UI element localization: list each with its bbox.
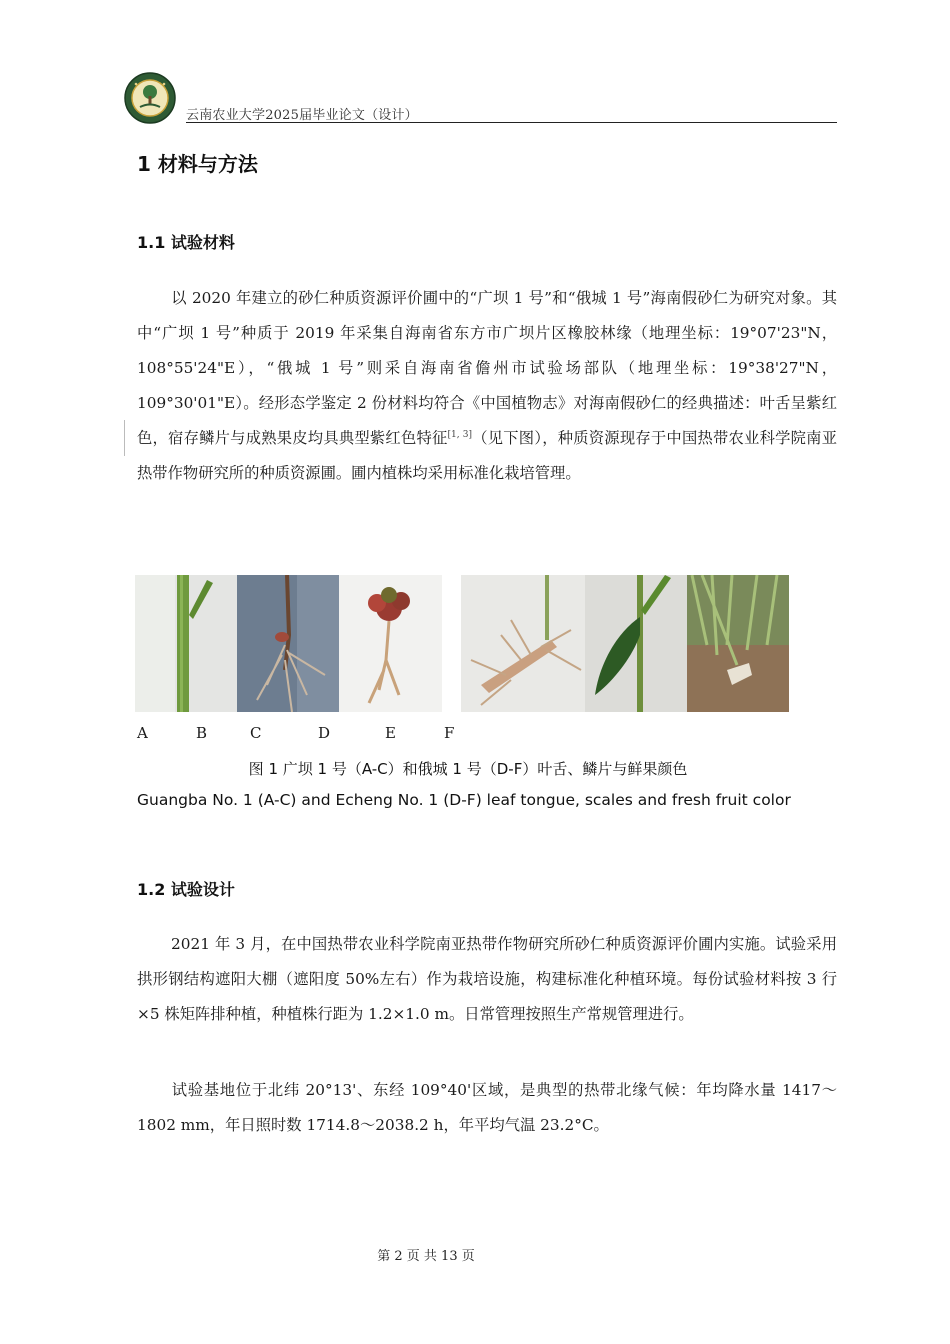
photo-f xyxy=(687,575,789,712)
photo-b xyxy=(237,575,339,712)
photo-label-b: B xyxy=(196,724,208,742)
photo-c xyxy=(339,575,442,712)
design-paragraph-2 xyxy=(137,1073,837,1143)
materials-text-cont: （见下图），种质资源现存于中国热带农业科学院南亚热带作物研究所的种质资源圃。圃内植株均采用标准化栽培管理。 xyxy=(137,429,837,482)
photo-label-f: F xyxy=(444,724,455,742)
figure-caption-en: Guangba No. 1 (A-C) and Echeng No. 1 (D-F) leaf tongue, scales and fresh fruit color xyxy=(137,791,791,809)
design-paragraph-1 xyxy=(137,927,837,1032)
photo-label-a: A xyxy=(137,724,148,742)
photo-a xyxy=(135,575,237,712)
figure-caption-cn: 图 1 广坝 1 号（A-C）和俄城 1 号（D-F）叶舌、鳞片与鲜果颜色 xyxy=(248,760,688,778)
photo-label-d: D xyxy=(318,724,331,742)
header-title: 云南农业大学2025届毕业论文（设计） xyxy=(186,108,418,123)
design-text-2: 试验基地位于北纬 20°13'、东经 109°40'区域，是典型的热带北缘气候：年均降水量 1417～1802 mm，年日照时数 1714.8～2038.2 h，年平均气温 23.2°C。 xyxy=(137,1081,837,1134)
citation-ref: [1, 3] xyxy=(447,429,472,440)
photo-label-e: E xyxy=(385,724,396,742)
section-heading-1-2: 1.2 试验设计 xyxy=(137,880,235,899)
photo-d xyxy=(461,575,585,712)
design-text-1: 2021 年 3 月，在中国热带农业科学院南亚热带作物研究所砂仁种质资源评价圃内实施。试验采用拱形钢结构遮阳大棚（遮阳度 50%左右）作为栽培设施，构建标准化种植环境。每份试验材料按 3 行×5 株矩阵排种植，种植株行距为 1.2×1.0 m。日常管理按照生产常规管理进行。 xyxy=(137,935,837,1023)
header-rule xyxy=(186,122,837,123)
margin-mark xyxy=(124,420,125,456)
materials-paragraph xyxy=(137,281,837,491)
section-heading-1: 1 材料与方法 xyxy=(137,152,258,176)
page-number: 第 2 页 共 13 页 xyxy=(377,1249,475,1264)
materials-text: 以 2020 年建立的砂仁种质资源评价圃中的“广坝 1 号”和“俄城 1 号”海南假砂仁为研究对象。其中“广坝 1 号”种质于 2019 年采集自海南省东方市广坝片区橡胶林缘（地理坐标：19°07'23"N，108°55'24"E），“俄城 1 号”则采自海南省儋州市试验场部队（地理坐标：19°38'27"N，109°30'01"E）。经形态学鉴定 2 份材料均符合《中国植物志》对海南假砂仁的经典描述：叶舌呈紫红色，宿存鳞片与成熟果皮均具典型紫红色特征 xyxy=(137,289,837,447)
photo-label-c: C xyxy=(250,724,262,742)
university-seal-icon xyxy=(121,72,179,124)
photo-e xyxy=(585,575,687,712)
section-heading-1-1: 1.1 试验材料 xyxy=(137,233,235,252)
